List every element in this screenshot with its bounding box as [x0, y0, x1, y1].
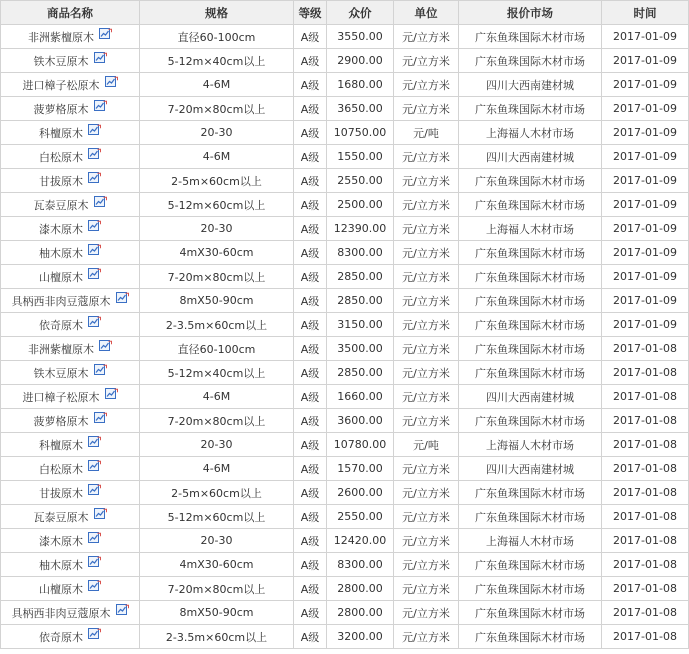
trend-chart-icon[interactable] — [88, 124, 101, 136]
product-name-cell — [1, 49, 140, 73]
market-cell: 广东鱼珠国际木材市场 — [459, 193, 602, 217]
grade-cell: A级 — [294, 313, 327, 337]
product-name: 白松原木 — [39, 462, 83, 476]
trend-chart-icon[interactable] — [94, 52, 107, 64]
spec-cell: 20-30 — [140, 529, 294, 553]
price-cell: 2550.00 — [327, 505, 394, 529]
table-row — [1, 241, 689, 265]
grade-cell: A级 — [294, 121, 327, 145]
unit-cell: 元/立方米 — [394, 145, 459, 169]
unit-cell: 元/立方米 — [394, 529, 459, 553]
product-name: 菠萝格原木 — [33, 102, 89, 116]
product-name: 铁木豆原木 — [33, 366, 89, 380]
date-cell: 2017-01-09 — [602, 73, 689, 97]
product-name-cell — [1, 337, 140, 361]
grade-cell: A级 — [294, 145, 327, 169]
grade-cell: A级 — [294, 625, 327, 649]
trend-chart-icon[interactable] — [105, 76, 118, 88]
market-cell: 四川大西南建材城 — [459, 145, 602, 169]
price-cell: 3200.00 — [327, 625, 394, 649]
date-cell: 2017-01-08 — [602, 361, 689, 385]
grade-cell: A级 — [294, 361, 327, 385]
trend-chart-icon[interactable] — [88, 556, 101, 568]
product-name: 漆木原木 — [39, 222, 83, 236]
table-row — [1, 337, 689, 361]
unit-cell: 元/立方米 — [394, 361, 459, 385]
grade-cell: A级 — [294, 385, 327, 409]
table-row — [1, 25, 689, 49]
unit-cell: 元/立方米 — [394, 313, 459, 337]
product-name: 依奇原木 — [39, 630, 83, 644]
grade-cell: A级 — [294, 97, 327, 121]
spec-cell: 7-20m×80cm以上 — [140, 577, 294, 601]
product-name-cell — [1, 97, 140, 121]
price-cell: 8300.00 — [327, 553, 394, 577]
spec-cell: 20-30 — [140, 121, 294, 145]
table-row — [1, 193, 689, 217]
unit-cell: 元/立方米 — [394, 625, 459, 649]
date-cell: 2017-01-08 — [602, 529, 689, 553]
table-row — [1, 433, 689, 457]
grade-cell: A级 — [294, 217, 327, 241]
date-cell: 2017-01-09 — [602, 169, 689, 193]
market-cell: 上海福人木材市场 — [459, 433, 602, 457]
grade-cell: A级 — [294, 25, 327, 49]
trend-chart-icon[interactable] — [99, 340, 112, 352]
unit-cell: 元/立方米 — [394, 457, 459, 481]
unit-cell: 元/立方米 — [394, 217, 459, 241]
date-cell: 2017-01-08 — [602, 481, 689, 505]
product-name-cell — [1, 265, 140, 289]
product-name: 具柄西非肉豆蔻原木 — [11, 606, 111, 620]
grade-cell: A级 — [294, 505, 327, 529]
price-cell: 1660.00 — [327, 385, 394, 409]
date-cell: 2017-01-09 — [602, 121, 689, 145]
header-market: 报价市场 — [459, 1, 602, 25]
date-cell: 2017-01-09 — [602, 97, 689, 121]
market-cell: 广东鱼珠国际木材市场 — [459, 505, 602, 529]
product-name: 依奇原木 — [39, 318, 83, 332]
table-body — [1, 25, 689, 649]
market-cell: 上海福人木材市场 — [459, 529, 602, 553]
table-row — [1, 361, 689, 385]
unit-cell: 元/立方米 — [394, 241, 459, 265]
market-cell: 广东鱼珠国际木材市场 — [459, 25, 602, 49]
table-row — [1, 481, 689, 505]
market-cell: 四川大西南建材城 — [459, 457, 602, 481]
grade-cell: A级 — [294, 409, 327, 433]
product-name: 甘拔原木 — [39, 174, 83, 188]
trend-chart-icon[interactable] — [88, 268, 101, 280]
grade-cell: A级 — [294, 73, 327, 97]
date-cell: 2017-01-08 — [602, 505, 689, 529]
product-name-cell — [1, 577, 140, 601]
product-name-cell — [1, 553, 140, 577]
product-name-cell — [1, 241, 140, 265]
product-name: 非洲紫檀原木 — [28, 342, 94, 356]
unit-cell: 元/立方米 — [394, 385, 459, 409]
table-row — [1, 73, 689, 97]
date-cell: 2017-01-08 — [602, 385, 689, 409]
market-cell: 广东鱼珠国际木材市场 — [459, 289, 602, 313]
spec-cell: 5-12m×60cm以上 — [140, 193, 294, 217]
spec-cell: 7-20m×80cm以上 — [140, 265, 294, 289]
table-row — [1, 145, 689, 169]
product-name-cell — [1, 409, 140, 433]
spec-cell: 4mX30-60cm — [140, 553, 294, 577]
trend-chart-icon[interactable] — [88, 436, 101, 448]
spec-cell: 7-20m×80cm以上 — [140, 97, 294, 121]
market-cell: 广东鱼珠国际木材市场 — [459, 169, 602, 193]
unit-cell: 元/立方米 — [394, 193, 459, 217]
product-name-cell — [1, 529, 140, 553]
product-name: 非洲紫檀原木 — [28, 30, 94, 44]
trend-chart-icon[interactable] — [88, 244, 101, 256]
product-name-cell — [1, 217, 140, 241]
market-cell: 四川大西南建材城 — [459, 385, 602, 409]
product-name: 漆木原木 — [39, 534, 83, 548]
market-cell: 广东鱼珠国际木材市场 — [459, 313, 602, 337]
market-cell: 广东鱼珠国际木材市场 — [459, 577, 602, 601]
price-cell: 1680.00 — [327, 73, 394, 97]
product-name: 进口樟子松原木 — [22, 78, 100, 92]
grade-cell: A级 — [294, 169, 327, 193]
trend-chart-icon[interactable] — [94, 364, 107, 376]
market-cell: 上海福人木材市场 — [459, 217, 602, 241]
price-cell: 2600.00 — [327, 481, 394, 505]
product-name-cell — [1, 457, 140, 481]
product-name: 菠萝格原木 — [33, 414, 89, 428]
market-cell: 广东鱼珠国际木材市场 — [459, 265, 602, 289]
price-cell: 2850.00 — [327, 361, 394, 385]
date-cell: 2017-01-09 — [602, 49, 689, 73]
table-row — [1, 457, 689, 481]
date-cell: 2017-01-08 — [602, 577, 689, 601]
trend-chart-icon[interactable] — [105, 388, 118, 400]
header-date: 时间 — [602, 1, 689, 25]
table-row — [1, 505, 689, 529]
table-row — [1, 217, 689, 241]
table-row — [1, 529, 689, 553]
spec-cell: 8mX50-90cm — [140, 289, 294, 313]
product-name-cell — [1, 289, 140, 313]
product-name-cell — [1, 25, 140, 49]
grade-cell: A级 — [294, 265, 327, 289]
unit-cell: 元/立方米 — [394, 409, 459, 433]
date-cell: 2017-01-08 — [602, 457, 689, 481]
price-cell: 2800.00 — [327, 601, 394, 625]
product-name: 山檀原木 — [39, 582, 83, 596]
date-cell: 2017-01-08 — [602, 337, 689, 361]
product-name: 具柄西非肉豆蔻原木 — [11, 294, 111, 308]
price-cell: 3150.00 — [327, 313, 394, 337]
header-price: 众价 — [327, 1, 394, 25]
price-cell: 3600.00 — [327, 409, 394, 433]
price-cell: 8300.00 — [327, 241, 394, 265]
market-cell: 广东鱼珠国际木材市场 — [459, 553, 602, 577]
unit-cell: 元/立方米 — [394, 169, 459, 193]
date-cell: 2017-01-09 — [602, 289, 689, 313]
product-name: 进口樟子松原木 — [22, 390, 100, 404]
trend-chart-icon[interactable] — [88, 580, 101, 592]
product-name-cell — [1, 361, 140, 385]
table-row — [1, 601, 689, 625]
trend-chart-icon[interactable] — [94, 508, 107, 520]
unit-cell: 元/立方米 — [394, 505, 459, 529]
product-name: 科檀原木 — [39, 438, 83, 452]
date-cell: 2017-01-08 — [602, 553, 689, 577]
table-row — [1, 577, 689, 601]
grade-cell: A级 — [294, 337, 327, 361]
price-cell: 3500.00 — [327, 337, 394, 361]
product-name: 甘拔原木 — [39, 486, 83, 500]
spec-cell: 20-30 — [140, 217, 294, 241]
product-name: 山檀原木 — [39, 270, 83, 284]
spec-cell: 直径60-100cm — [140, 337, 294, 361]
price-cell: 2850.00 — [327, 289, 394, 313]
product-name-cell — [1, 73, 140, 97]
unit-cell: 元/立方米 — [394, 601, 459, 625]
trend-chart-icon[interactable] — [116, 604, 129, 616]
market-cell: 上海福人木材市场 — [459, 121, 602, 145]
product-name-cell — [1, 385, 140, 409]
table-row — [1, 49, 689, 73]
product-name: 白松原木 — [39, 150, 83, 164]
price-cell: 2800.00 — [327, 577, 394, 601]
price-cell: 2500.00 — [327, 193, 394, 217]
unit-cell: 元/立方米 — [394, 289, 459, 313]
market-cell: 广东鱼珠国际木材市场 — [459, 241, 602, 265]
product-name: 柚木原木 — [39, 558, 83, 572]
spec-cell: 4mX30-60cm — [140, 241, 294, 265]
market-cell: 四川大西南建材城 — [459, 73, 602, 97]
trend-chart-icon[interactable] — [99, 28, 112, 40]
price-cell: 1550.00 — [327, 145, 394, 169]
market-cell: 广东鱼珠国际木材市场 — [459, 49, 602, 73]
market-cell: 广东鱼珠国际木材市场 — [459, 625, 602, 649]
unit-cell: 元/立方米 — [394, 577, 459, 601]
date-cell: 2017-01-09 — [602, 25, 689, 49]
product-name-cell — [1, 145, 140, 169]
grade-cell: A级 — [294, 457, 327, 481]
grade-cell: A级 — [294, 481, 327, 505]
trend-chart-icon[interactable] — [88, 628, 101, 640]
spec-cell: 8mX50-90cm — [140, 601, 294, 625]
market-cell: 广东鱼珠国际木材市场 — [459, 481, 602, 505]
spec-cell: 2-5m×60cm以上 — [140, 169, 294, 193]
trend-chart-icon[interactable] — [94, 412, 107, 424]
product-name: 铁木豆原木 — [33, 54, 89, 68]
price-cell: 2550.00 — [327, 169, 394, 193]
product-name-cell — [1, 193, 140, 217]
spec-cell: 5-12m×40cm以上 — [140, 361, 294, 385]
product-name-cell — [1, 601, 140, 625]
grade-cell: A级 — [294, 241, 327, 265]
market-cell: 广东鱼珠国际木材市场 — [459, 97, 602, 121]
product-name-cell — [1, 481, 140, 505]
spec-cell: 2-3.5m×60cm以上 — [140, 625, 294, 649]
spec-cell: 2-5m×60cm以上 — [140, 481, 294, 505]
price-cell: 12420.00 — [327, 529, 394, 553]
date-cell: 2017-01-08 — [602, 409, 689, 433]
product-name: 瓦泰豆原木 — [33, 510, 89, 524]
unit-cell: 元/立方米 — [394, 481, 459, 505]
trend-chart-icon[interactable] — [116, 292, 129, 304]
price-cell: 3550.00 — [327, 25, 394, 49]
unit-cell: 元/立方米 — [394, 25, 459, 49]
table-header-row — [1, 1, 689, 25]
price-cell: 1570.00 — [327, 457, 394, 481]
product-name-cell — [1, 505, 140, 529]
date-cell: 2017-01-09 — [602, 313, 689, 337]
market-cell: 广东鱼珠国际木材市场 — [459, 601, 602, 625]
grade-cell: A级 — [294, 289, 327, 313]
price-cell: 2900.00 — [327, 49, 394, 73]
trend-chart-icon[interactable] — [94, 100, 107, 112]
table-row — [1, 97, 689, 121]
header-unit: 单位 — [394, 1, 459, 25]
product-name-cell — [1, 625, 140, 649]
market-cell: 广东鱼珠国际木材市场 — [459, 361, 602, 385]
date-cell: 2017-01-09 — [602, 241, 689, 265]
spec-cell: 7-20m×80cm以上 — [140, 409, 294, 433]
table-row — [1, 169, 689, 193]
unit-cell: 元/立方米 — [394, 337, 459, 361]
table-row — [1, 313, 689, 337]
spec-cell: 5-12m×40cm以上 — [140, 49, 294, 73]
market-cell: 广东鱼珠国际木材市场 — [459, 409, 602, 433]
spec-cell: 4-6M — [140, 145, 294, 169]
price-cell: 10750.00 — [327, 121, 394, 145]
unit-cell: 元/立方米 — [394, 553, 459, 577]
table-row — [1, 409, 689, 433]
spec-cell: 4-6M — [140, 457, 294, 481]
product-name-cell — [1, 121, 140, 145]
unit-cell: 元/立方米 — [394, 73, 459, 97]
spec-cell: 4-6M — [140, 385, 294, 409]
grade-cell: A级 — [294, 529, 327, 553]
date-cell: 2017-01-09 — [602, 265, 689, 289]
date-cell: 2017-01-08 — [602, 625, 689, 649]
table-row — [1, 385, 689, 409]
table-row — [1, 625, 689, 649]
date-cell: 2017-01-09 — [602, 193, 689, 217]
spec-cell: 4-6M — [140, 73, 294, 97]
price-cell: 2850.00 — [327, 265, 394, 289]
trend-chart-icon[interactable] — [88, 532, 101, 544]
grade-cell: A级 — [294, 553, 327, 577]
table-row — [1, 265, 689, 289]
product-name: 柚木原木 — [39, 246, 83, 260]
unit-cell: 元/立方米 — [394, 49, 459, 73]
table-row — [1, 289, 689, 313]
spec-cell: 直径60-100cm — [140, 25, 294, 49]
trend-chart-icon[interactable] — [94, 196, 107, 208]
unit-cell: 元/吨 — [394, 121, 459, 145]
product-name-cell — [1, 169, 140, 193]
table-row — [1, 553, 689, 577]
date-cell: 2017-01-08 — [602, 601, 689, 625]
trend-chart-icon[interactable] — [88, 148, 101, 160]
product-name: 科檀原木 — [39, 126, 83, 140]
spec-cell: 5-12m×60cm以上 — [140, 505, 294, 529]
price-cell: 3650.00 — [327, 97, 394, 121]
header-spec: 规格 — [140, 1, 294, 25]
price-cell: 10780.00 — [327, 433, 394, 457]
unit-cell: 元/立方米 — [394, 97, 459, 121]
spec-cell: 20-30 — [140, 433, 294, 457]
trend-chart-icon[interactable] — [88, 172, 101, 184]
unit-cell: 元/立方米 — [394, 265, 459, 289]
table-row — [1, 121, 689, 145]
date-cell: 2017-01-09 — [602, 217, 689, 241]
grade-cell: A级 — [294, 601, 327, 625]
unit-cell: 元/吨 — [394, 433, 459, 457]
product-name-cell — [1, 433, 140, 457]
date-cell: 2017-01-08 — [602, 433, 689, 457]
product-name-cell — [1, 313, 140, 337]
date-cell: 2017-01-09 — [602, 145, 689, 169]
trend-chart-icon[interactable] — [88, 484, 101, 496]
header-product-name: 商品名称 — [1, 1, 140, 25]
grade-cell: A级 — [294, 49, 327, 73]
grade-cell: A级 — [294, 577, 327, 601]
spec-cell: 2-3.5m×60cm以上 — [140, 313, 294, 337]
price-cell: 12390.00 — [327, 217, 394, 241]
trend-chart-icon[interactable] — [88, 316, 101, 328]
product-name: 瓦泰豆原木 — [33, 198, 89, 212]
header-grade: 等级 — [294, 1, 327, 25]
market-cell: 广东鱼珠国际木材市场 — [459, 337, 602, 361]
trend-chart-icon[interactable] — [88, 220, 101, 232]
trend-chart-icon[interactable] — [88, 460, 101, 472]
grade-cell: A级 — [294, 433, 327, 457]
grade-cell: A级 — [294, 193, 327, 217]
